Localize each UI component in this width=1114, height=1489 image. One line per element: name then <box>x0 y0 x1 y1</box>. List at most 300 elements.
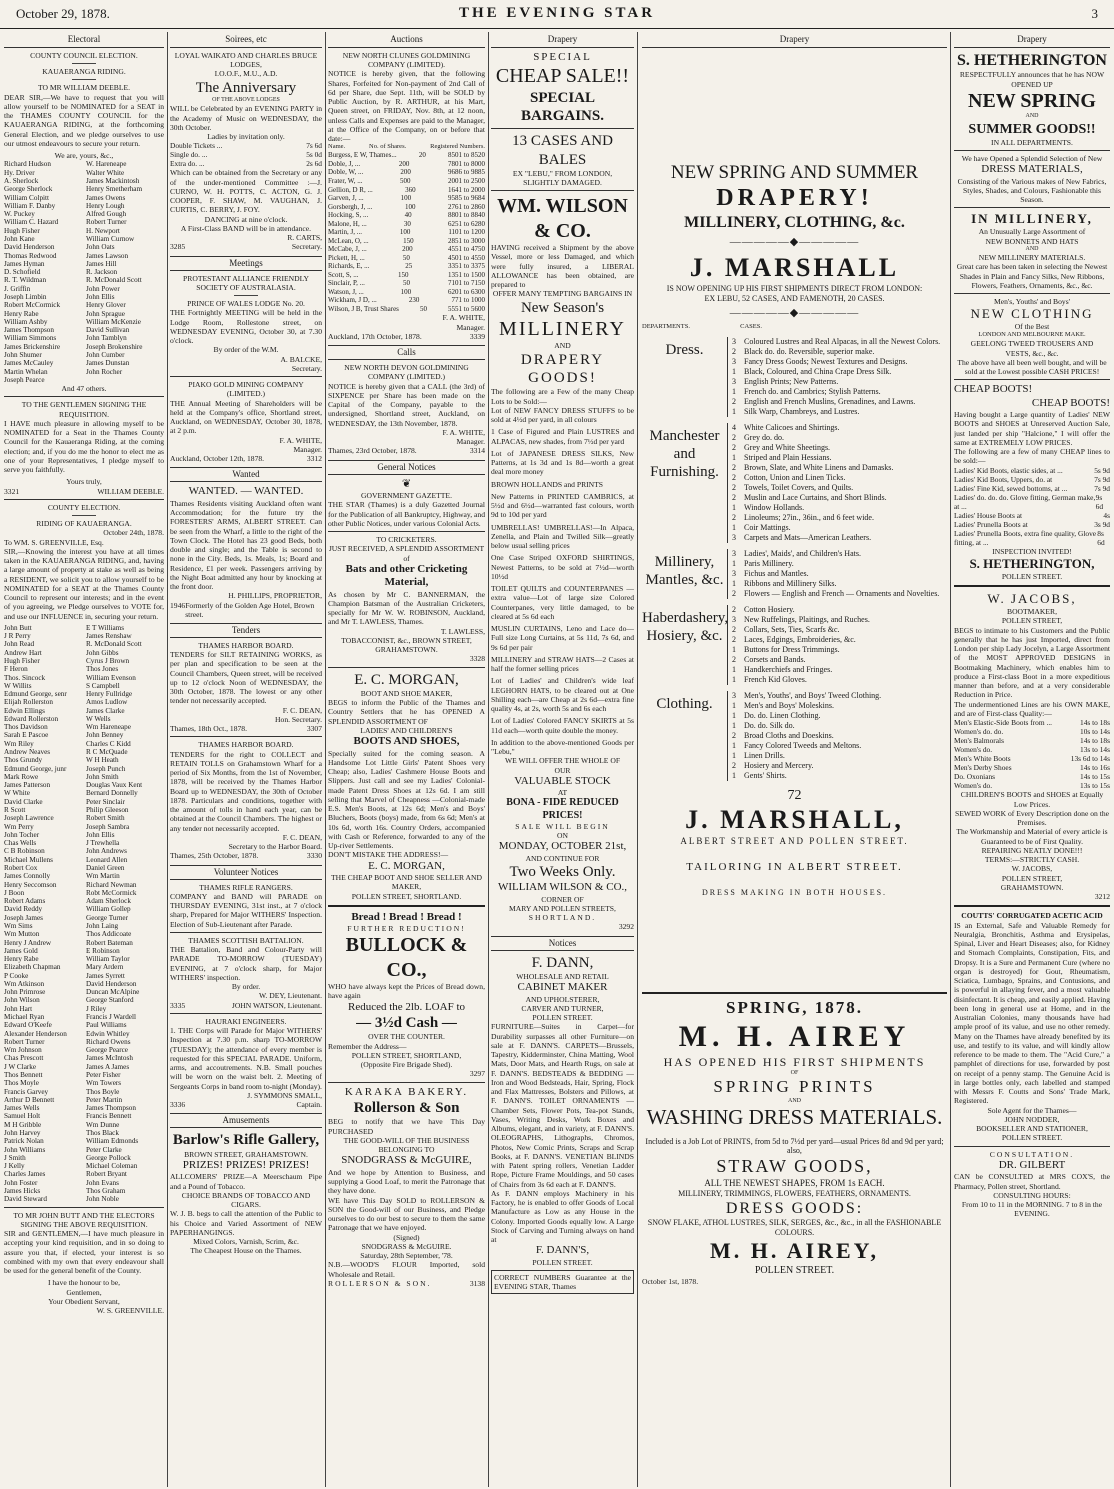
acceptance-close: Yours truly, <box>66 477 102 487</box>
department-name: Millinery, Mantles, &c. <box>645 553 724 589</box>
department-item-label: Black do. do. Reversible, superior make. <box>744 346 875 356</box>
department-item <box>732 741 947 751</box>
department-item <box>732 433 947 443</box>
column-rule <box>950 32 951 1487</box>
notice-title: THAMES RIFLE RANGERS. <box>199 882 293 892</box>
boot-price-row <box>954 466 1110 475</box>
nodder-street: POLLEN STREET. <box>1001 1133 1063 1143</box>
share-count: 230 <box>408 296 420 305</box>
requisition-body: SIR,—Knowing the interest you have at all times taken in the KAUAERANGA RIDING, and, having a large amount of property at stake as well as being a RESIDENT, we solicit you to allow yourself to be NOMINATED for a SEAT at the Thames County Council to represent our interests; and in the event of you agreeing, we Pledge ourselves to VOTE for, and use our INFLUENCE in, securing your return. <box>4 546 164 621</box>
share-numbers: 2001 to 2500 <box>448 176 485 185</box>
signatory-name: John Primrose <box>4 988 46 997</box>
department-item <box>732 645 947 655</box>
ladies-note: Ladies by invitation only. <box>207 132 285 142</box>
share-name: McLean, O, ... <box>328 236 369 245</box>
department-item-label: French do. and Cambrics; Stylish Patterns. <box>744 386 881 396</box>
divider <box>491 128 634 129</box>
signatory-name: James Wells <box>4 1104 40 1113</box>
dressmaking-line: DRESS MAKING IN BOTH HOUSES. <box>701 888 888 898</box>
column-heading: Drapery <box>954 34 1110 48</box>
signatory-name: Wm Sims <box>4 921 33 930</box>
marshall-address: ALBERT STREET AND POLLEN STREET. <box>680 835 909 846</box>
department-name: Manchester and Furnishing. <box>649 427 720 481</box>
jacobs-price-row-value: 13s to 15s <box>1080 781 1110 791</box>
share-count: 500 <box>400 176 411 185</box>
share-count: 100 <box>399 228 411 237</box>
signatory-list <box>4 624 164 1204</box>
department-item-cases: 1 <box>732 674 736 684</box>
signature-name: F. C. DEAN, <box>282 705 322 715</box>
department-item <box>732 483 947 493</box>
department-item-cases: 2 <box>732 624 736 634</box>
rollerson-body: BEG to notify that we have This Day PURCHASED <box>328 1117 485 1136</box>
signatory-name: William McKenzie <box>86 317 141 326</box>
london-line: LONDON AND MELBOURNE MAKE. <box>978 331 1086 339</box>
signatory-name: Wm Towers <box>86 1079 122 1088</box>
signatory-name: William Evenson <box>86 673 136 682</box>
wilson-body: HAVING received a Shipment by the above Vessel, more or less Damaged, and which were fully insured, a LIBERAL ALLOWANCE has been obtained, are prepared to <box>491 243 634 290</box>
signatory-name: David Sullivan <box>86 326 130 335</box>
department-item <box>732 675 947 685</box>
signatory-name: Thos Boyle <box>86 1087 120 1096</box>
jacobs-title: W. JACOBS, <box>987 591 1077 607</box>
divider <box>170 1013 322 1014</box>
department-item-cases: 2 <box>732 442 736 452</box>
department-item-label: Paris Millinery. <box>744 558 794 568</box>
notice-body: Thames Residents visiting Auckland often want Accommodation; for the future try the FORESTERS' ARMS, ALBERT STREET. Can be seen from the Wharf, a little to the right of the Town Clock. The Hotel has 23 good Beds, both double and single; and the Table is second to none in the City. Beds, 1s. Meals, 1s; Board and Residence, £1 per week. Passengers arriving by the Night Boat admitted any hour by knocking at the front door. <box>170 498 322 592</box>
airey-street: POLLEN STREET. <box>754 1264 835 1276</box>
signatory-name: William Simmons <box>4 334 57 343</box>
department-item-label: Do. do. Silk do. <box>744 720 795 730</box>
morgan-boots: BOOTS AND SHOES, <box>353 735 460 748</box>
signatory-name: Joseph Limbin <box>4 292 47 301</box>
signatory-name: James A James <box>86 1062 130 1071</box>
department-item <box>732 377 947 387</box>
signatory-name: James Thompson <box>86 1104 136 1113</box>
share-numbers: 7101 to 7150 <box>448 279 485 288</box>
divider <box>72 79 96 80</box>
correct-numbers: CORRECT NUMBERS Guarantee at the EVENING STAR, Thames <box>491 1270 634 1295</box>
jacobs-street: POLLEN STREET, <box>1001 616 1063 626</box>
department-item-cases: 2 <box>732 462 736 472</box>
column-soirees <box>170 34 322 1486</box>
ticket-row-label: Extra do. ... <box>170 159 205 169</box>
column-rule <box>325 32 326 1487</box>
ad-number: 3336 <box>170 1100 186 1110</box>
department-item-label: Brown, Slate, and White Linens and Damasks. <box>744 462 894 472</box>
tailoring-line: TAILORING IN ALBERT STREET. <box>686 860 903 873</box>
millinery-materials: NEW MILLINERY MATERIALS. <box>978 253 1086 263</box>
signature-role: Manager. <box>456 322 485 332</box>
jacobs-price-row <box>954 781 1110 790</box>
department-item <box>732 589 947 599</box>
signatory-name: C B Robinson <box>4 847 45 856</box>
column-rule <box>488 32 489 1487</box>
bullock-over: OVER THE COUNTER. <box>368 1032 445 1042</box>
signatory-name: Robt McCormick <box>86 888 137 897</box>
column-rule <box>637 32 638 1487</box>
signatory-name: Mark Rowe <box>4 772 39 781</box>
corner-streets: MARY AND POLLEN STREETS, <box>509 903 616 913</box>
department-item-cases: 4 <box>732 422 736 432</box>
at-line: AT <box>557 788 568 798</box>
signatory-name: H. Newport <box>86 226 120 235</box>
included-line: Included is a Job Lot of PRINTS, from 5d to 7½d per yard—usual Prices 8d and 9d per yard; also, <box>645 1136 944 1156</box>
department-item-cases: 1 <box>732 700 736 710</box>
department-item-cases: 1 <box>732 386 736 396</box>
signatory-name: John Tamblyn <box>86 334 127 343</box>
signatory-name: Chas Prescott <box>4 1054 44 1063</box>
share-name: Malone, H, ... <box>328 219 367 228</box>
department-item-label: Fancy Colored Tweeds and Meltons. <box>744 740 862 750</box>
department-item-cases: 1 <box>732 750 736 760</box>
signatory-name: Joseph Pearce <box>4 375 45 384</box>
on-line: ON <box>557 831 568 841</box>
signature-role: Hon. Secretary. <box>275 714 322 724</box>
signatory-name: John Cumber <box>86 350 125 359</box>
signature-name: F. C. DEAN, <box>282 832 322 842</box>
signatory-name: A. Sherlock <box>4 177 39 186</box>
section-heading: Calls <box>328 345 485 360</box>
department-item-cases: 3 <box>732 336 736 346</box>
signatory-name: D. Schofield <box>4 268 41 277</box>
dancing-note: DANCING at nine o'clock. <box>204 214 288 224</box>
ad-number: 3335 <box>170 1000 186 1010</box>
morgan-cheap: THE CHEAP BOOT AND SHOE SELLER AND MAKER, <box>330 873 483 892</box>
signatory-name: John Laing <box>86 921 119 930</box>
signature-name: JOHN WATSON, Lieutenant. <box>231 1000 322 1010</box>
new-clothing: NEW CLOTHING <box>970 306 1094 322</box>
snodgrass-name: SNODGRASS & McGUIRE. <box>361 1241 452 1251</box>
gallery-cheapest: The Cheapest House on the Thames. <box>190 1246 302 1256</box>
anniversary-body: WILL be Celebrated by an EVENING PARTY in the Academy of Music on WEDNESDAY, the 30th October. <box>170 104 322 132</box>
newest-shapes: ALL THE NEWEST SHAPES, FROM 1s EACH. <box>704 1178 885 1189</box>
share-numbers: 771 to 1000 <box>451 296 485 305</box>
notice-date: Thames, 18th Oct., 1878. <box>170 724 247 734</box>
department-item <box>732 605 947 615</box>
department-item-label: Linoleums; 27in., 36in., and 6 feet wide. <box>744 512 874 522</box>
unusually-line: An Unusually Large Assortment of <box>978 227 1086 237</box>
department-item <box>732 513 947 523</box>
share-numbers: 8801 to 8840 <box>448 211 485 220</box>
department-item <box>732 721 947 731</box>
signatory-name: Chas Wells <box>4 839 37 848</box>
department-item-label: New Ruffelings, Plaitings, and Ruches. <box>744 614 870 624</box>
drapery-goods: DRAPERY GOODS! <box>520 351 605 386</box>
signatory-name: Andrew Hart <box>4 648 42 657</box>
care-line: Great care has been taken in selecting the Newest Shades in Plain and Fancy Silks, New Ribbons, Flowers, Feathers, Ornaments, &c., &c. <box>956 262 1108 290</box>
signatory-name: Joseph Brokenshire <box>86 342 143 351</box>
notice-subtitle: PRINCE OF WALES LODGE No. 20. <box>187 299 305 309</box>
signatory-name: Henry Lough <box>86 201 125 210</box>
signatory-name: Peter Fisher <box>86 1071 121 1079</box>
column-heading: Drapery <box>491 34 634 48</box>
notice-body: COMPANY and BAND will PARADE on THURSDAY EVENING, 31st inst., at 7 o'clock sharp, Prepared for Major WITHERS' Inspection. Election of Sub-Lieutenant after Parade. <box>170 891 322 929</box>
hours-title: CONSULTING HOURS: <box>993 1190 1071 1200</box>
department-item-label: Fichus and Mantles. <box>744 568 809 578</box>
band-note: A First-Class BAND will be in attendance. <box>180 223 312 233</box>
signatory-name: P Cooke <box>4 971 29 980</box>
signatory-name: John Andrews <box>86 847 127 856</box>
signatory-name: John Evans <box>86 1178 119 1187</box>
signatory-name: Andrew Neaves <box>4 748 51 757</box>
coutts-title: COUTTS' CORRUGATED ACETIC ACID <box>961 911 1103 921</box>
signatory-name: John Harvey <box>4 1128 41 1137</box>
we-will: WE WILL OFFER THE WHOLE OF <box>504 756 621 766</box>
signatory-name: Wm Johnson <box>4 1046 42 1055</box>
dress-materials: DRESS MATERIALS, <box>981 163 1083 176</box>
marshall-title: J. MARSHALL <box>689 253 900 283</box>
signatory-name: Adam Sherlock <box>86 897 131 906</box>
signatory-name: Wm Dunne <box>86 1120 120 1129</box>
department-item-cases: 3 <box>732 690 736 700</box>
notice-title: GOVERNMENT GAZETTE. <box>361 491 452 501</box>
ad-number: 3285 <box>170 242 186 252</box>
bullock-title: BULLOCK & CO., <box>345 934 468 981</box>
departments-label: DEPARTMENTS. <box>642 322 690 330</box>
department-item <box>732 387 947 397</box>
ad-number: 3307 <box>306 724 322 734</box>
signatory-name: George Pearce <box>86 1046 128 1055</box>
bargain-item: One Case Striped OXFORD SHIRTINGS, Newest Patterns, to be sold at 7½d—worth 10½d <box>491 553 634 581</box>
straw-title: STRAW GOODS, <box>716 1156 873 1177</box>
section-heading: Wanted <box>170 467 322 482</box>
notice-title: TO CRICKETERS. <box>376 535 437 545</box>
signatory-name: Duncan McAlpine <box>86 988 140 997</box>
share-numbers: 6251 to 6280 <box>448 219 485 228</box>
share-table-header <box>328 143 485 151</box>
share-numbers: 4501 to 4550 <box>448 253 485 262</box>
dann-body: FURNITURE—Suites in Carpet—for Durability surpasses all other Furniture—on sale at F. DANN'S. CARPETS—Brussels, Tapestry, Kidderminster, China Matting, Wool Mats, Door Mats, and Hearth Rugs, on sale at F. DANN'S. BEDSTEADS & BEDDING — Iron and Wood Bedsteads, Hair, Spring, Flock and Flax Mattresses, Bolsters and Pillows, at F. DANN'S. TOILET ORNAMENTS — Chamber Sets, Flower Pots, Tea-pot Stands, Vases, Writing Desks, Work Boxes and Albums, elegant, and in variety, at F. DANN'S. OLEOGRAPHS, Lithographs, Chromos, Photos, New Comic Prints, Scraps and Scrap Books, at F. DANN'S. VENETIAN BLINDS with Patent spring rollers, Venetian Ladder Rope, Picture Frame Mouldings, and 50 cases of Chairs from 3s 6d each at F. DANN'S. <box>491 1022 634 1189</box>
notice-date: October 24th, 1878. <box>103 528 164 538</box>
jacobs-price-list <box>954 718 1110 790</box>
dann-title: F. DANN, <box>531 954 594 971</box>
boot-price-row-value: 4s <box>1103 510 1110 520</box>
marshall-title2: J. MARSHALL, <box>685 804 904 834</box>
divider <box>328 531 485 532</box>
morgan-subtitle: BOOT AND SHOE MAKER, <box>360 688 453 698</box>
acceptance-close: Your Obedient Servant, <box>48 1296 120 1306</box>
department <box>642 423 947 543</box>
rollerson-title: Rollerson & Son <box>353 1100 460 1117</box>
signatory-name: Alexander Henderson <box>4 1029 67 1038</box>
signatory-name: Robert Smith <box>86 814 125 823</box>
divider <box>170 736 322 737</box>
department-item-cases: 3 <box>732 568 736 578</box>
department-item-cases: 3 <box>732 548 736 558</box>
share-count: 200 <box>398 159 410 168</box>
department-item-label: Muslin and Lace Curtains, and Short Blinds. <box>744 492 887 502</box>
bullock-remember: Remember the Address— <box>328 1041 407 1051</box>
department <box>642 605 947 685</box>
department-item-label: English and French Muslins, Grenadines, and Lawns. <box>744 396 916 406</box>
department-item-label: Grey do. do. <box>744 432 784 442</box>
ex-lebu: EX "LEBU," FROM LONDON, <box>512 168 613 178</box>
department-item-cases: 1 <box>732 740 736 750</box>
marshall-headline: NEW SPRING AND SUMMER <box>670 161 919 183</box>
department-item-label: Handkerchiefs and Fringes. <box>744 664 833 674</box>
jacobs-price-row-label: Women's do. do. <box>954 727 1004 737</box>
ad-number: 3330 <box>306 851 322 861</box>
signatory-name: James Lawson <box>86 251 129 260</box>
department-item-cases: 2 <box>732 760 736 770</box>
our-line: OUR <box>554 765 571 775</box>
signatory-name: Henry Rabe <box>4 955 39 964</box>
signatory-name: John Sprague <box>86 309 125 318</box>
ticket-row-value: 7s 6d <box>306 141 322 151</box>
signatory-name: James Owens <box>86 193 126 202</box>
signature-name: F. A. WHITE, <box>442 427 485 437</box>
signatory-name: John Benney <box>86 731 124 740</box>
jacobs-price-row <box>954 727 1110 736</box>
signatory-name: Francis Garvey <box>4 1087 49 1096</box>
bargain-item: BROWN HOLLANDS and PRINTS <box>491 479 604 489</box>
bargain-item: Lot of JAPANESE DRESS SILKS, New Patterns, at 1s 3d and 1s 8d—worth a great deal more money <box>491 448 634 477</box>
department-item-label: Cotton Hosiery. <box>744 604 795 614</box>
department-item-label: Linen Drills. <box>744 750 785 760</box>
jacobs-price-row-value: 10s to 14s <box>1080 727 1110 737</box>
valuable-stock: VALUABLE STOCK <box>514 774 611 787</box>
share-count: 50 <box>402 279 410 288</box>
department-item-label: Broad Cloths and Doeskins. <box>744 730 834 740</box>
department-item-cases: 1 <box>732 366 736 376</box>
signature-role: Secretary. <box>291 242 322 252</box>
share-name: Gorsbergh, J, ... <box>328 202 373 211</box>
notice-addressee: To WM. S. GREENVILLE, Esq. <box>4 537 104 547</box>
signatory-name: James McCauley <box>4 359 54 368</box>
boot-price-row <box>954 520 1110 529</box>
signatory-name: J R Perry <box>4 632 31 641</box>
bargain-item: MUSLIN CURTAINS, Leno and Lace do—Full size Long Curtains, at 5s 11d, 7s 6d, and 9s 6d per pair <box>491 624 634 652</box>
department-item <box>732 771 947 781</box>
gallery-body: ALLCOMERS' PRIZE—A Meerschaum Pipe and a Pound of Tobacco. <box>170 1172 322 1191</box>
signatory-name: Joseph Lawrence <box>4 814 54 823</box>
share-count: 50 <box>419 304 427 313</box>
signatory-name: Thos. Sincock <box>4 673 46 682</box>
signatory-name: David Henderson <box>86 979 137 988</box>
bargain-item: UMBRELLAS! UMBRELLAS!—In Alpaca, Zenella, and Plain and Twilled Silk—greatly below usual selling prices <box>491 522 634 551</box>
two-weeks: Two Weeks Only. <box>509 863 616 880</box>
jacobs-price-row-label: Do. Oxonians <box>954 772 996 782</box>
notice-date: Thames, 23rd October, 1878. <box>328 446 417 456</box>
divider <box>954 1146 1110 1147</box>
signatory-name: Robert Bateman <box>86 938 133 947</box>
signatory-name: Thomas Redwood <box>4 251 57 260</box>
notice-body: NOTICE is hereby given that a CALL (the 3rd) of SIXPENCE per Share has been made on the Capital of the Company, payable to the undersigned, Shortland street, Auckland, on WEDNESDAY, the 13th November, 1878. <box>328 381 485 428</box>
in-millinery: IN MILLINERY, <box>971 211 1093 227</box>
signatory-name: Philip Gleeson <box>86 806 129 814</box>
share-name: Sinclair, P, ... <box>328 279 365 288</box>
share-row <box>328 305 485 314</box>
signatory-name: William Edmonds <box>86 1137 139 1146</box>
jacobs-price-row-value: 13s 6d to 14s <box>1070 754 1110 764</box>
signatory-name: Walter White <box>86 168 125 177</box>
department-item-cases: 2 <box>732 730 736 740</box>
bonnets-line: NEW BONNETS AND HATS <box>985 236 1079 246</box>
lodge-title: LOYAL WAIKATO AND CHARLES BRUCE LODGES, <box>174 50 318 70</box>
department-item <box>732 569 947 579</box>
acceptance-body: I HAVE much pleasure in allowing myself to be NOMINATED for a Seat in the Thames County Council for the Kauaeranga Riding, at the coming election; and, if you do me the honor to elect me as one of your Representatives, I pledge myself to serve you faithfully. <box>4 418 164 475</box>
share-name: McCabe, J, ... <box>328 245 367 254</box>
column-drapery-hetherington <box>954 34 1110 1486</box>
bullock-address: POLLEN STREET, SHORTLAND, <box>351 1050 462 1060</box>
and-line: AND <box>1025 113 1039 120</box>
signatory-name: William F. Danby <box>4 201 56 210</box>
signatory-name: J Kelly <box>4 1162 25 1171</box>
nodder-trade: BOOKSELLER AND STATIONER, <box>976 1124 1088 1134</box>
signatory-name: James Clarke <box>86 706 125 715</box>
ad-number: 3212 <box>1094 892 1110 902</box>
share-count: 200 <box>402 245 413 254</box>
jacobs-price-row-value: 14s to 18s <box>1080 736 1110 746</box>
department-item <box>732 337 947 347</box>
share-name: Wilson, J B, Trust Shares <box>328 304 399 313</box>
signatory-name: Wm Atkinson <box>4 979 45 988</box>
notice-body: THE Annual Meeting of Shareholders will be held at the Company's office, Shortland street, Auckland, on WEDNESDAY, October 30, 1878, at 2 p.m. <box>170 398 322 436</box>
department-item-cases: 1 <box>732 644 736 654</box>
signatory-name: R C McQuade <box>86 748 128 757</box>
coutts-body: IS an External, Safe and Valuable Remedy for Neuralgia, Bronchitis, Asthma and Erysipelas, Spinal, Liver and Heart Diseases; also, for Kidney and Stomach Complaints, Constipation, Fits, and Dropsy. It is a Sure and Permanent Cure (where no organ is destroyed) for Gout, Rheumatism, Sciatica, Lumbago, Sprains, and Contusions, and is powerful in allaying fever, and a most valuable disinfectant. It is cheap, and easily applied. Having been long in general use at Home, and in the Australian Colonies, many thousands have had ample proof of its value, and use no other remedy. Many on the Thames have already benefited by its use, and testify to its value, and will kindly allow reference to be made to them. The "Acid Cure," a pamphlet of directions for use, forwarded by post on receipt of a penny stamp. The Genuine Acid is in large bottles only, each labelled and stamped with Messrs F. Coutts and Sons' Trade Mark, Registered. <box>954 920 1110 1106</box>
ornament-icon: —————◆————— <box>729 235 860 248</box>
opened-line: We have Opened a Splendid Selection of New <box>961 154 1103 164</box>
signatory-name: John Shumer <box>4 350 42 359</box>
signatory-name: John Butt <box>4 623 32 632</box>
signatory-name: Henry Glover <box>86 301 126 310</box>
notice-body: TENDERS for SILT RETAINING WORKS, as per plan and specification to be seen at the Council Chambers, Queen street, will be received up to 12 o'clock Noon of WEDNESDAY, the 30th October, 1878. The lowest or any other tender not necessarily accepted. <box>170 650 322 706</box>
bargains-title: BARGAINS. <box>521 108 604 125</box>
share-count: 30 <box>403 219 411 228</box>
signatory-name: George Sherlock <box>4 185 53 194</box>
share-count: 40 <box>404 211 412 220</box>
in-all-departments: IN ALL DEPARTMENTS. <box>991 137 1073 147</box>
airey-opened: HAS OPENED HIS FIRST SHIPMENTS <box>663 1055 926 1070</box>
signatory-name: M H Gribble <box>4 1120 42 1129</box>
ticket-row-label: Single do. ... <box>170 150 208 160</box>
share-row <box>328 151 485 160</box>
section-heading: Notices <box>491 936 634 951</box>
signatory-name: Cyrus J Brown <box>86 656 130 665</box>
signatory-name: Henry Rabe <box>4 309 39 318</box>
signatory-name: Samuel Holt <box>4 1112 41 1121</box>
wilson-title: WM. WILSON & CO. <box>497 195 628 242</box>
ticket-row-value: 2s 6d <box>306 159 322 169</box>
department-items <box>727 337 947 417</box>
signatory-name: Henry J Andrew <box>4 938 52 947</box>
and-line: AND <box>554 341 571 351</box>
bullock-opposite: (Opposite Fire Brigade Shed). <box>360 1060 453 1070</box>
department-item-label: Coloured Lustres and Real Alpacas, in all the Newest Colors. <box>744 336 941 346</box>
signatory-name: Peter Sinclair <box>86 797 125 806</box>
jacobs-price-row-label: Women's do. <box>954 781 993 791</box>
signatory-name: Thos Addicoate <box>86 930 132 939</box>
signature-name: F. A. WHITE, <box>279 435 322 445</box>
notice-title: THAMES HARBOR BOARD. <box>198 740 294 750</box>
department-item <box>732 655 947 665</box>
boot-price-row-label: Ladies' Prunella Boots at <box>954 519 1028 529</box>
department <box>642 691 947 781</box>
bargain-item: Lot of Ladies' and Children's wide leaf LEGHORN HATS, to be cleared out at One Shilling each—are Cheap at 2s 6d—extra fine quality 4s, at 2s, worth 5s and 6s each <box>491 676 634 714</box>
notice-date: Thames, 25th October, 1878. <box>170 851 259 861</box>
department-item <box>732 533 947 543</box>
gallery-title: Barlow's Rifle Gallery, <box>172 1132 320 1149</box>
ad-number: 3314 <box>469 446 485 456</box>
signatory-name: Leonard Allen <box>86 855 128 864</box>
share-numbers: 6201 to 6300 <box>448 287 485 296</box>
bargain-item: 1 Case of Figured and Plain LUSTRES and ALPACAS, new shades, from 7½d per yard <box>491 427 634 446</box>
share-name: Doble, J, ... <box>328 159 361 168</box>
boot-price-row <box>954 484 1110 493</box>
signatory-name: Peter Martin <box>86 1095 123 1104</box>
